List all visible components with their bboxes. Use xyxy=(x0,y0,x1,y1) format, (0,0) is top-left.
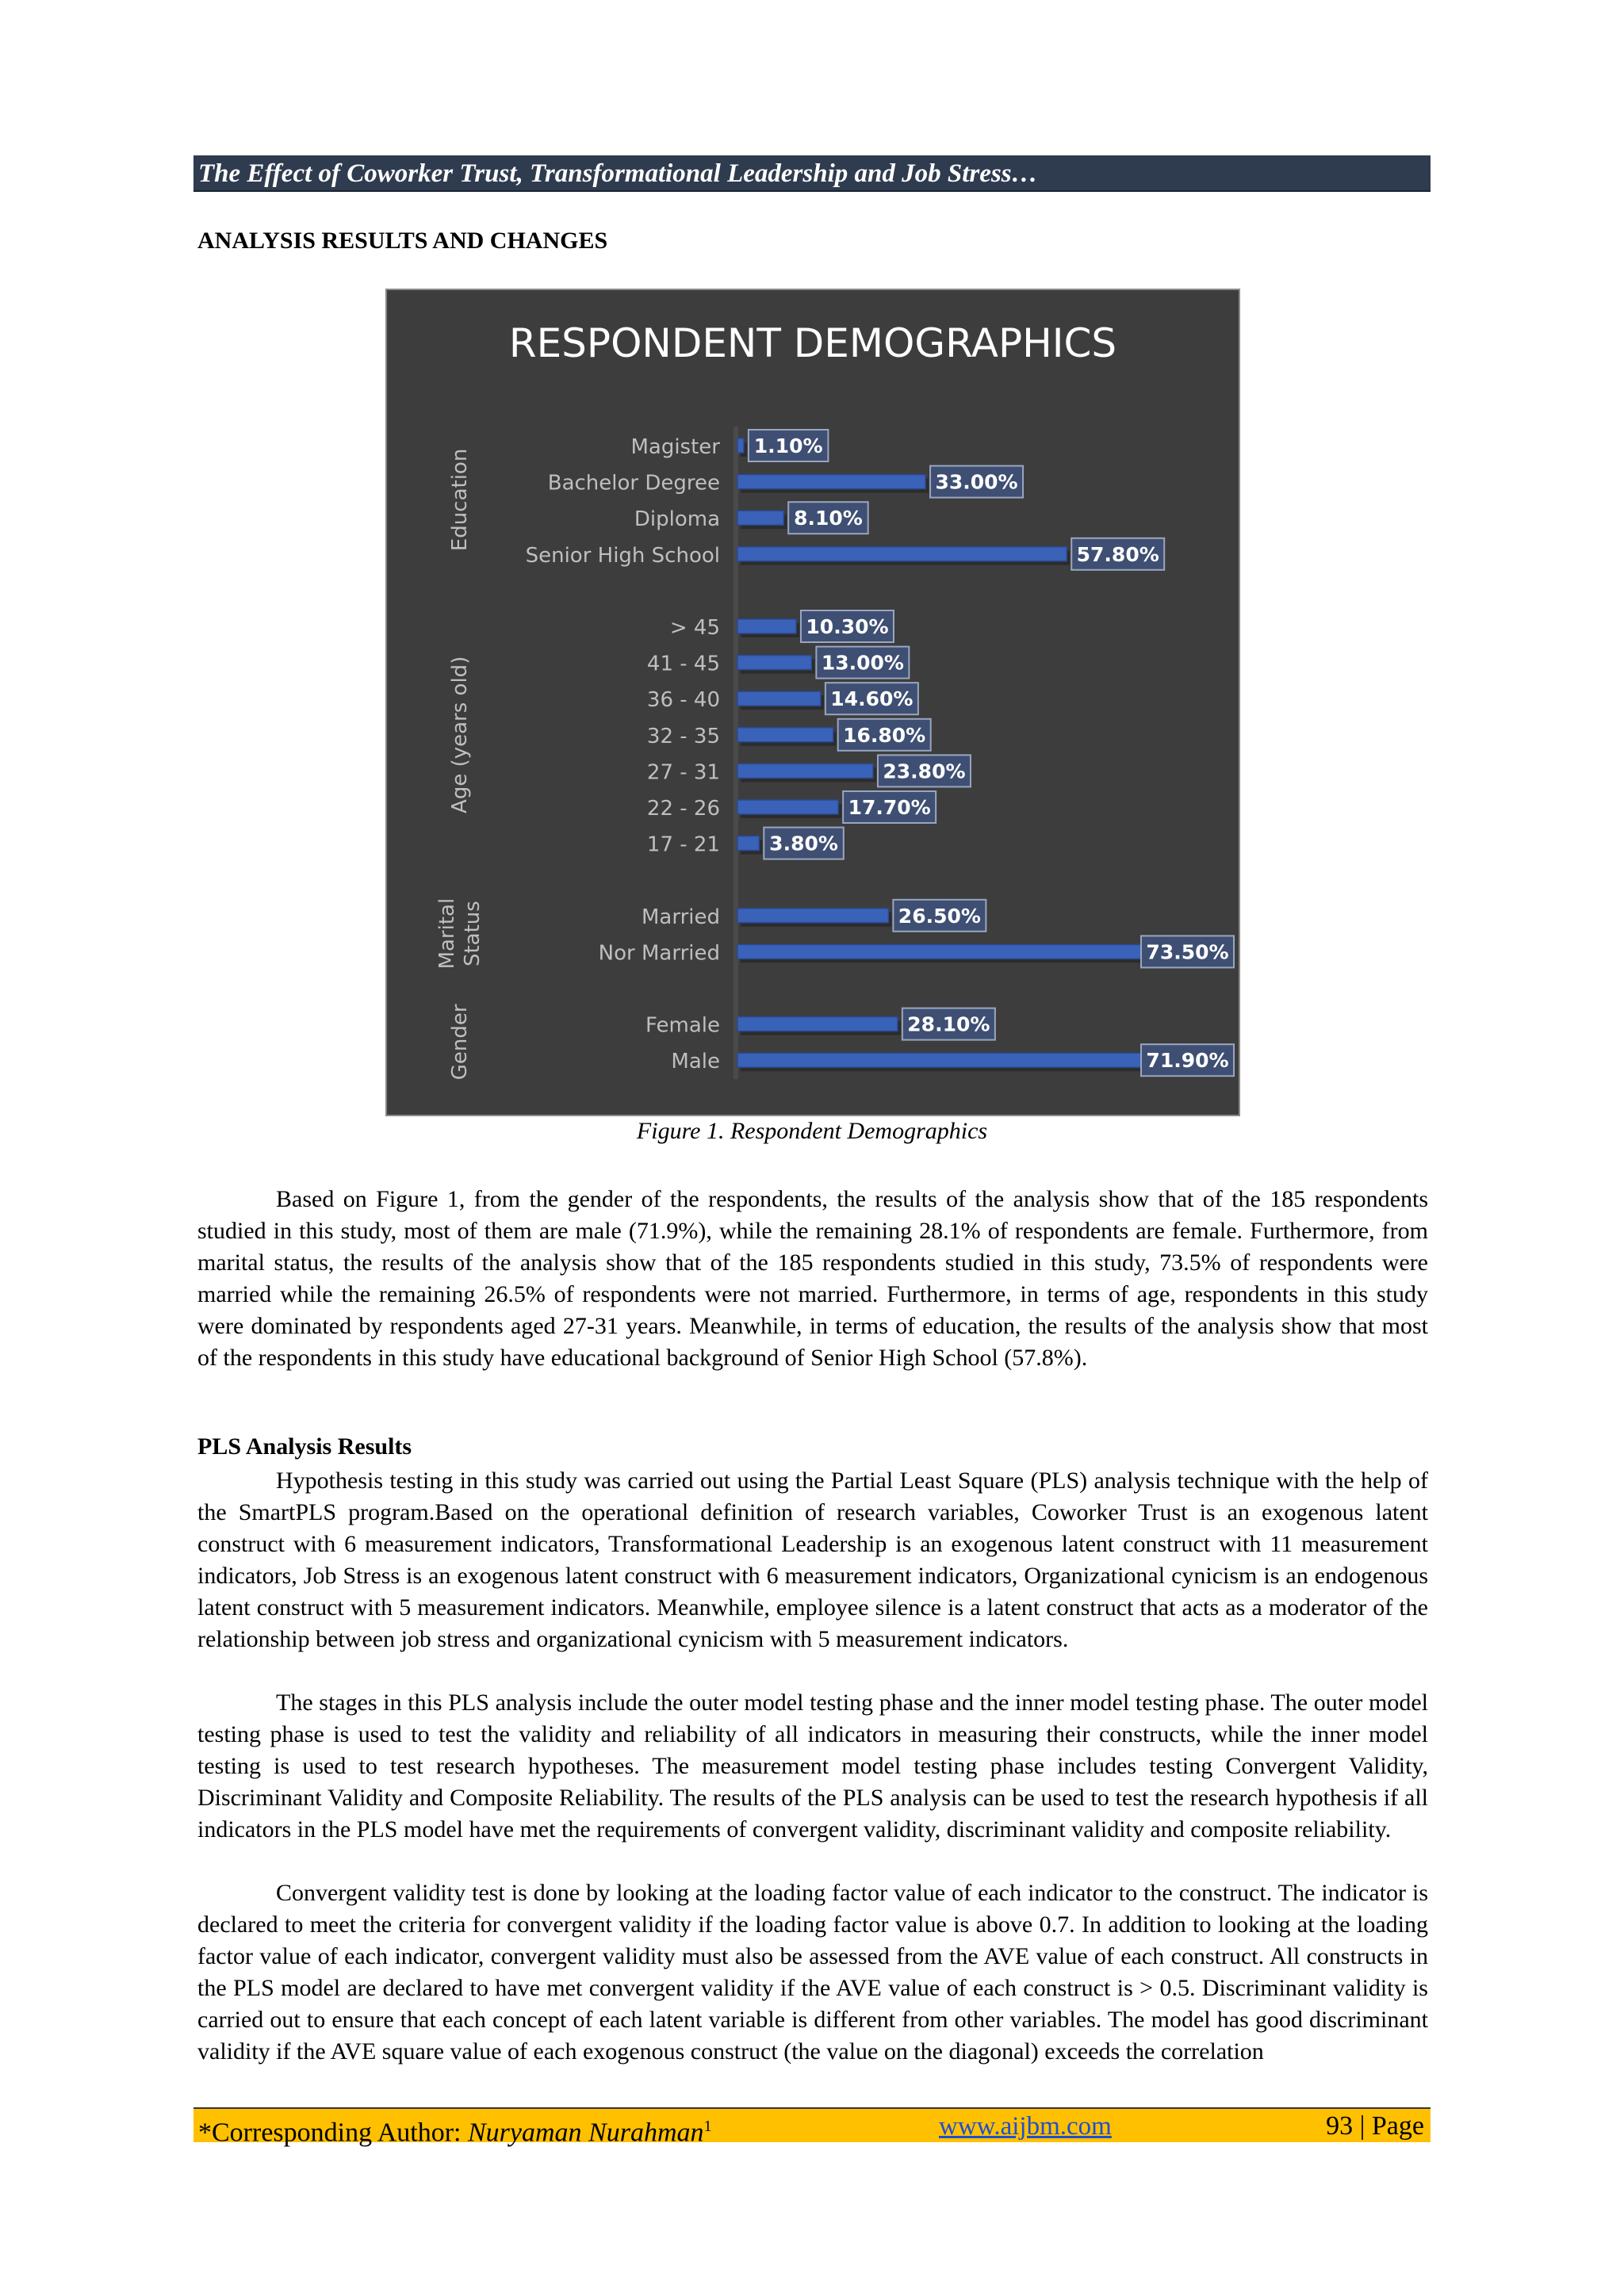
section-heading: ANALYSIS RESULTS AND CHANGES xyxy=(197,228,608,254)
category-label: Diploma xyxy=(634,507,720,532)
page-number: 93 | Page xyxy=(1326,2111,1424,2141)
category-label: Married xyxy=(641,905,720,929)
paragraph-pls-hypothesis: Hypothesis testing in this study was carried out using the Partial Least Square (PLS) analysis technique with the help of the SmartPLS program.Based on the operational definition of research variables, Coworker Trust is an exogenous latent construct with 6 measurement indicators, Transformational Leadership is an exogenous latent construct with 11 measurement indicators, Job Stress is an exogenous latent construct with 6 measurement indicators, Organizational cynicism is an endogenous latent construct with 5 measurement indicators. Meanwhile, employee silence is a latent construct that acts as a moderator of the relationship between job stress and organizational cynicism with 5 measurement indicators. xyxy=(197,1468,1428,1652)
bar xyxy=(737,763,873,778)
data-label: 17.70% xyxy=(848,796,931,819)
bar xyxy=(737,475,925,489)
bar xyxy=(737,728,833,742)
page-footer xyxy=(193,2107,1431,2148)
data-label: 57.80% xyxy=(1076,542,1159,566)
figure-caption: Figure 1. Respondent Demographics xyxy=(636,1118,988,1144)
category-label: Senior High School xyxy=(525,543,720,568)
bar xyxy=(737,547,1067,561)
journal-link[interactable]: www.aijbm.com xyxy=(939,2112,1112,2141)
group-label: Status xyxy=(461,901,485,967)
data-label: 3.80% xyxy=(769,832,838,855)
bar xyxy=(737,511,783,525)
data-label: 8.10% xyxy=(794,507,863,530)
paragraph-pls-stages: The stages in this PLS analysis include the outer model testing phase and the inner model testing phase. The outer model testing phase is used to test the validity and reliability of all indicators in measuring their constructs, while the inner model testing is used to test research hypotheses. The measurement model testing phase includes testing Convergent Validity, Discriminant Validity and Composite Reliability. The results of the PLS analysis can be used to test the research hypothesis if all indicators in the PLS model have met the requirements of convergent validity, discriminant validity and composite reliability. xyxy=(197,1689,1428,1843)
bar xyxy=(737,800,838,814)
data-label: 23.80% xyxy=(883,760,966,783)
data-label: 26.50% xyxy=(898,904,981,928)
data-label: 73.50% xyxy=(1146,940,1229,964)
group-label: Marital xyxy=(435,897,459,970)
bar xyxy=(737,1053,1147,1067)
data-label: 16.80% xyxy=(843,723,926,747)
bar xyxy=(737,944,1156,959)
sub-heading-pls: PLS Analysis Results xyxy=(197,1433,412,1460)
data-label: 71.90% xyxy=(1146,1049,1229,1073)
corresponding-author xyxy=(198,2109,712,2150)
category-label: Nor Married xyxy=(598,941,720,966)
group-label: Gender xyxy=(448,1004,472,1081)
category-label: Magister xyxy=(630,435,720,459)
bar xyxy=(737,619,796,633)
chart-title: RESPONDENT DEMOGRAPHICS xyxy=(508,320,1117,366)
category-label: Male xyxy=(671,1050,720,1074)
bar xyxy=(737,836,759,851)
paragraph-convergent-validity: Convergent validity test is done by looking at the loading factor value of each indicator to the construct. The indicator is declared to meet the criteria for convergent validity if the loading factor value is above 0.7. In addition to looking at the loading factor value of each indicator, convergent validity must also be assessed from the AVE value of each construct. All constructs in the PLS model are declared to have met convergent validity if the AVE value of each construct is > 0.5. Discriminant validity is carried out to ensure that each concept of each latent variable is different from other variables. The model has good discriminant validity if the AVE square value of each exogenous construct (the value on the diagonal) exceeds the correlation xyxy=(197,1880,1428,2064)
bar xyxy=(737,691,821,706)
bar xyxy=(737,656,811,670)
group-label: Education xyxy=(448,448,472,552)
author-prefix: *Corresponding Author: xyxy=(198,2118,468,2148)
category-label: 41 - 45 xyxy=(646,652,720,676)
demographics-figure xyxy=(385,289,1240,1116)
bar xyxy=(737,1017,898,1031)
group-label: Age (years old) xyxy=(448,656,472,813)
category-label: 36 - 40 xyxy=(646,688,720,713)
data-label: 10.30% xyxy=(806,615,889,638)
bar xyxy=(737,438,744,453)
data-label: 1.10% xyxy=(753,434,823,457)
category-label: 17 - 21 xyxy=(646,832,720,857)
category-label: 32 - 35 xyxy=(646,724,720,748)
data-label: 13.00% xyxy=(821,651,904,675)
bar xyxy=(737,909,888,923)
running-header: The Effect of Coworker Trust, Transformational Leadership and Job Stress… xyxy=(193,155,1431,192)
category-label: Bachelor Degree xyxy=(547,471,720,496)
author-superscript: 1 xyxy=(703,2118,712,2135)
category-label: 22 - 26 xyxy=(646,797,720,821)
paragraph-demographics: Based on Figure 1, from the gender of the respondents, the results of the analysis show that of the 185 respondents studied in this study, most of them are male (71.9%), while the remaining 28.1% of respondents are female. Furthermore, from marital status, the results of the analysis show that of the 185 respondents studied in this study, 73.5% of respondents were married while the remaining 26.5% of respondents were not married. Furthermore, in terms of age, respondents in this study were dominated by respondents aged 27-31 years. Meanwhile, in terms of education, the results of the analysis show that most of the respondents in this study have educational background of Senior High School (57.8%). xyxy=(197,1186,1428,1371)
category-label: Female xyxy=(645,1013,720,1038)
author-name: Nuryaman Nurahman xyxy=(467,2118,704,2148)
data-label: 14.60% xyxy=(830,687,914,711)
data-label: 33.00% xyxy=(935,470,1018,494)
demographics-chart xyxy=(387,290,1239,1115)
category-label: 27 - 31 xyxy=(646,760,720,785)
data-label: 28.10% xyxy=(907,1012,990,1036)
category-label: > 45 xyxy=(669,616,720,640)
